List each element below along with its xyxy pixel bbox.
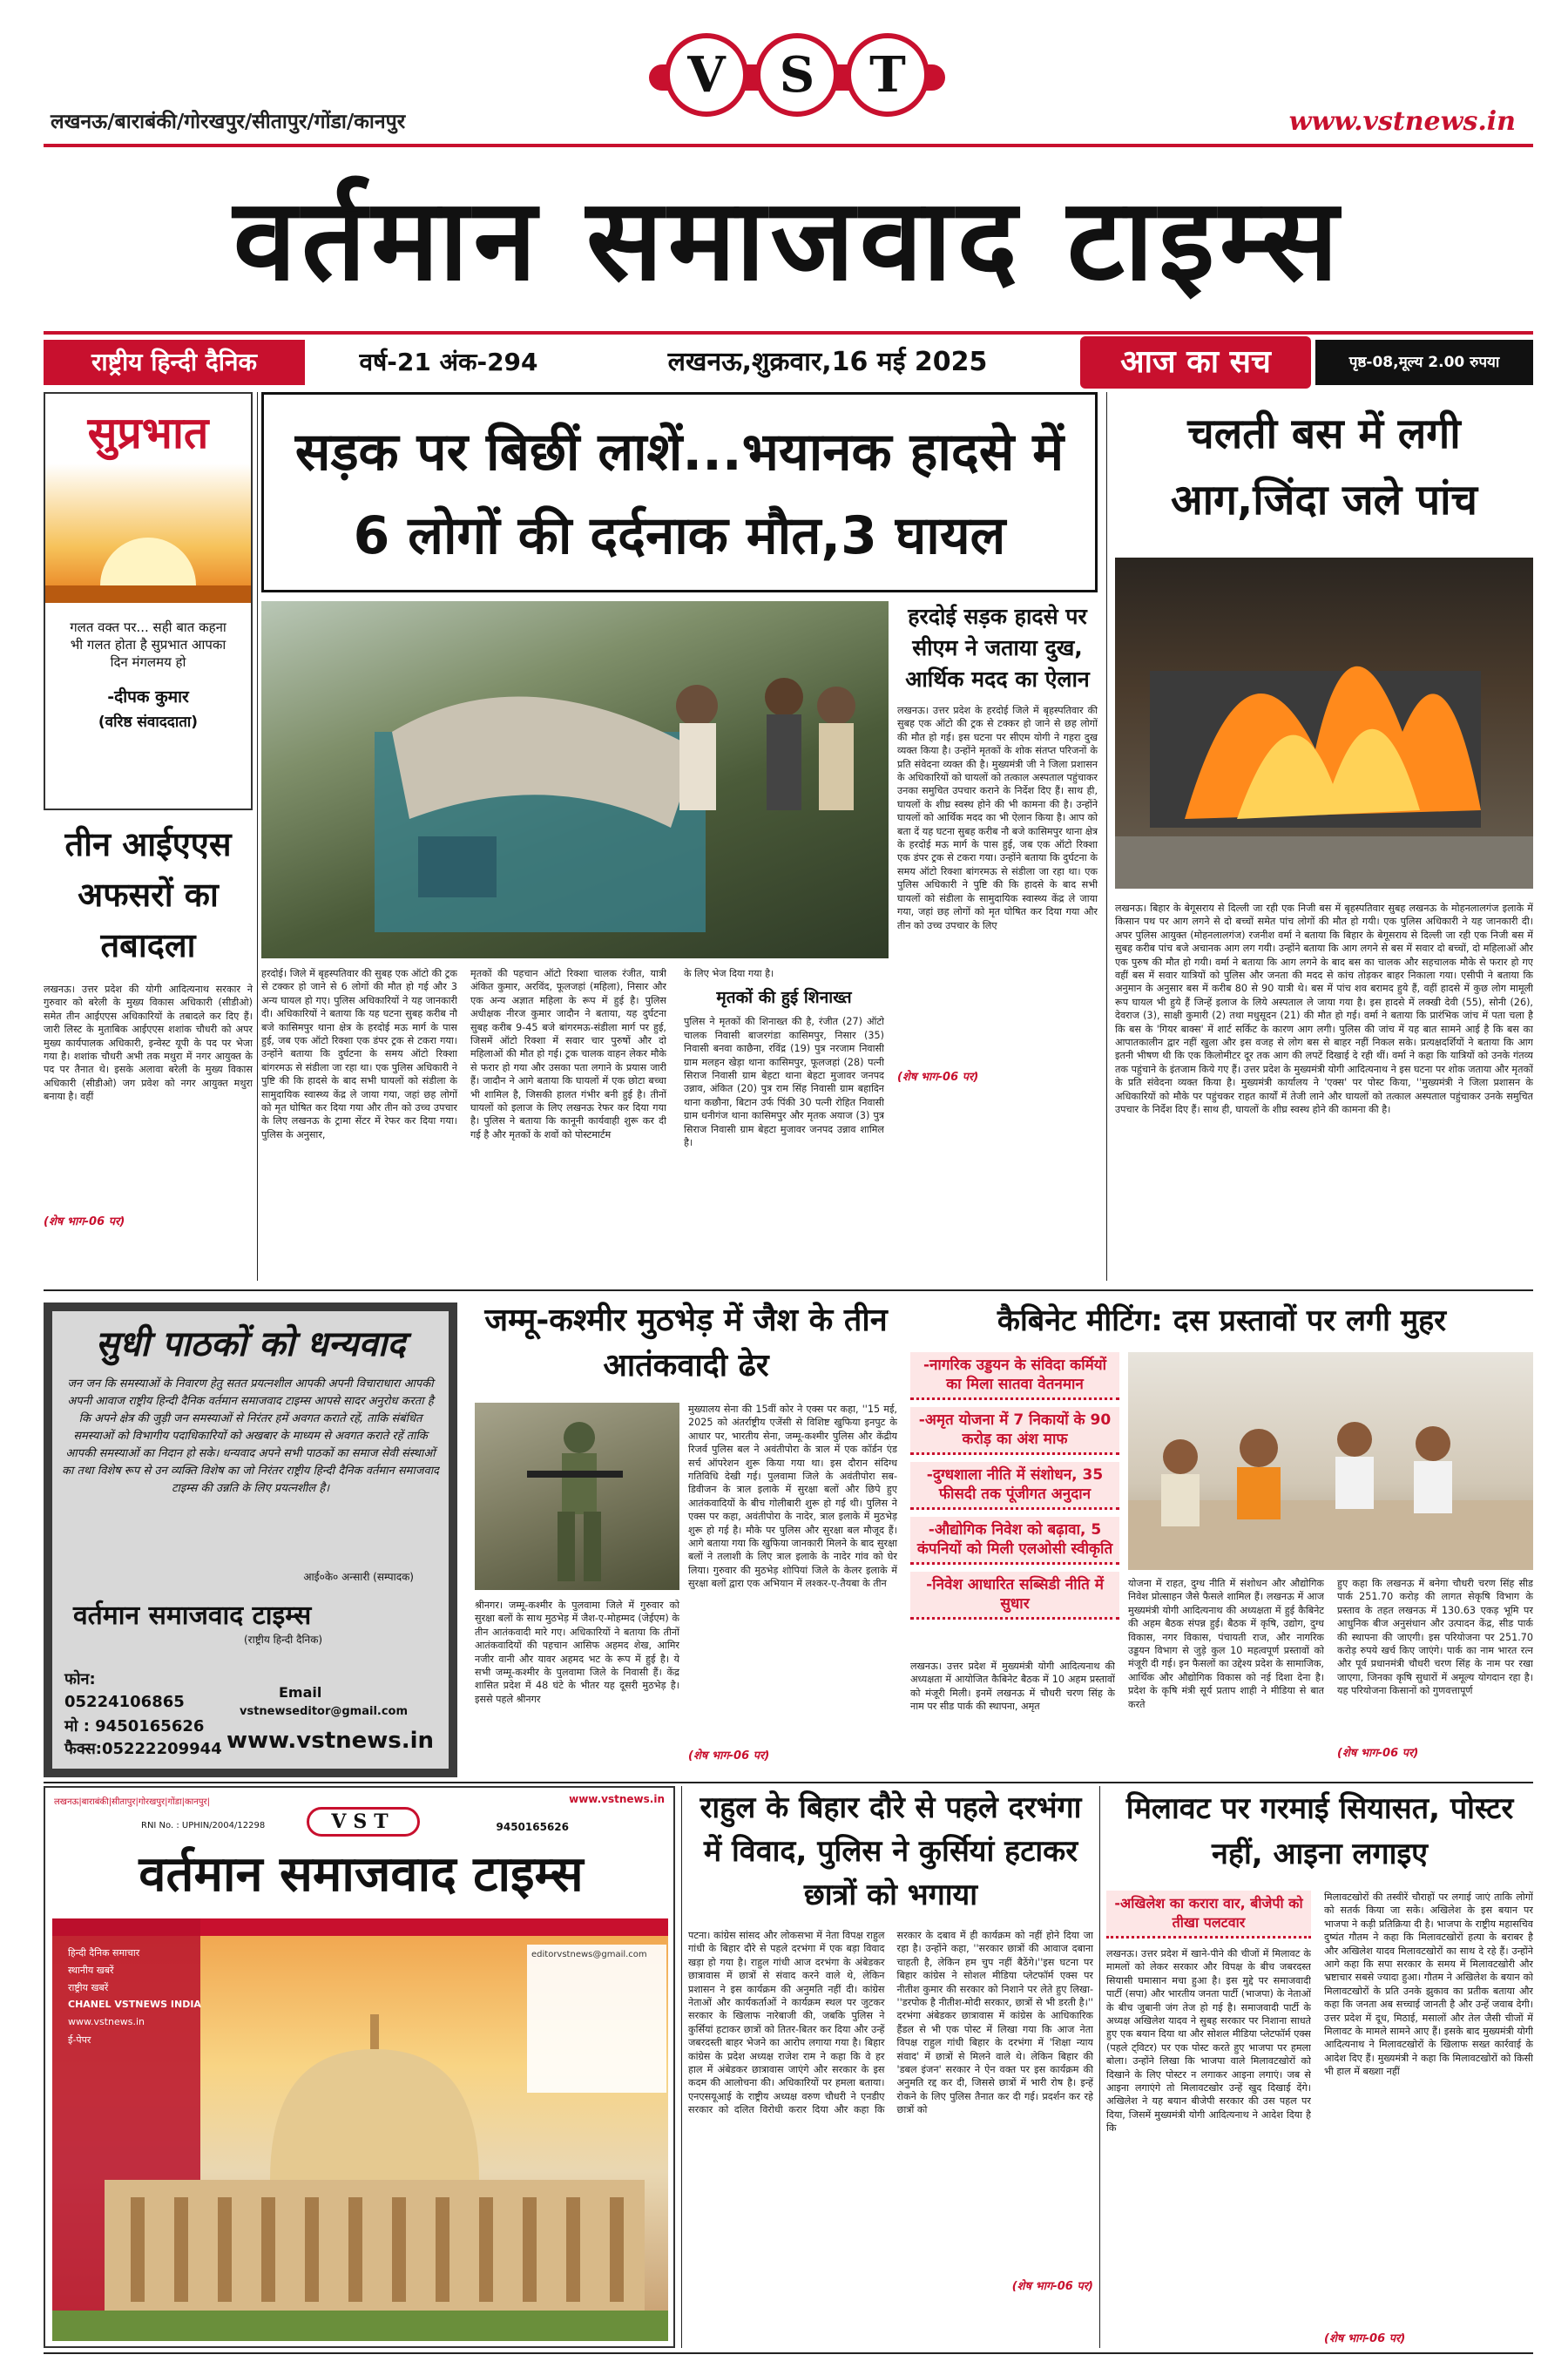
adulteration-continued: (शेष भाग-06 पर) [1324,2332,1406,2345]
hardoi-continued: (शेष भाग-06 पर) [897,1071,979,1084]
cabinet-continued: (शेष भाग-06 पर) [1337,1747,1419,1760]
ias-body: लखनऊ। उत्तर प्रदेश की योगी आदित्यनाथ सरकार ने गुरुवार को बरेली के मुख्य विकास अधिकारी (सीडीओ) समेत तीन आईएएस अधिकारियों के तबादले कर दिए हैं। जारी लिस्ट के मुताबिक आईएएस शशांक चौधरी को अपर मुख्य कार्यपालक अधिकारी, इन्वेस्ट यूपी के पद पर भेजा गया है। शशांक चौधरी अभी तक मथुरा में नगर आयुक्त के पद पर तैनात थे। इसके अलावा बरेली के मुख्य विकास अधिकारी (सीडीओ) जग प्रवेश को नगर आयुक्त मथुरा बनाया है। वहीं [44,984,253,1103]
contact-email[interactable]: vstnewseditor@gmail.com [240,1705,409,1718]
lead-col2: मृतकों की पहचान ऑटो रिक्शा चालक रंजीत, यात्री अंकित कुमार, अरविंद, फूलजहां (महिला), निसार और एक अन्य अज्ञात महिला के रूप में हुई है। पुलिस अधीक्षक नीरज कुमार जादौन ने बताया, यह दुर्घटना सुबह करीब 9-45 बजे बांगरमऊ-संडीला मार्ग पर हुई, जिसमें ऑटो रिक्शा में सवार चार पुरुषों और दो महिलाओं की मौत हो गई। ट्रक चालक वाहन लेकर मौके से फरार हो गया और उसका पता लगाने के प्रयास जारी हैं। जादौन ने आगे बताया कि घायलों में एक छोटा बच्चा भी शामिल है, जिसकी हालत गंभीर बनी हुई है। तीनों घायलों को इलाज के लिए लखनऊ रेफर कर दिया गया है। पुलिस ने बताया कि कानूनी कार्यवाही शुरू कर दी गई है और मृतकों के शवों को पोस्टमार्टम [470,968,666,1140]
ad-left-line: राष्ट्रीय खबरें [68,1982,109,1993]
thanks-paper: वर्तमान समाजवाद टाइम्स [73,1600,312,1631]
lead-headline-box [261,392,1098,592]
tagline-badge: राष्ट्रीय हिन्दी दैनिक [44,340,305,385]
cabinet-headline: कैबिनेट मीटिंग: दस प्रस्तावों पर लगी मुहर [997,1303,1447,1338]
rahul-headline: राहुल के बिहार दौरे से पहले दरभंगा में विवाद, पुलिस ने कुर्सियां हटाकर छात्रों को भगाया [700,1790,1082,1912]
suprabhat-author: -दीपक कुमार [107,687,189,707]
cabinet-point: -निवेश आधारित सब्सिडी नीति में सुधार [910,1572,1119,1620]
cabinet-point: -नागरिक उड्डयन के संविदा कर्मियों का मिला सातवा वेतनमान [910,1352,1119,1400]
masthead [44,26,1533,392]
suprabhat-title: सुप्रभात [87,408,209,458]
jk-col1: श्रीनगर। जम्मू-कश्मीर के पुलवामा जिले में गुरुवार को सुरक्षा बलों के साथ मुठभेड़ में जैश-ए-मोहम्मद (जेईएम) के तीन आतंकवादी मारे गए। अधिकारियों ने बताया कि तीनों आतंकवादियों की पहचान आसिफ अहमद शेख, आमिर नजीर वानी और यावर अहमद भट के रूप में हुई है। ये सभी जम्मू-कश्मीर के पुलवामा जिले के निवासी हैं। केंद्र शासित प्रदेश में 48 घंटे के भीतर यह दूसरी मुठभेड़ है। इससे पहले श्रीनगर [475,1600,679,1705]
contact-fax: फैक्स:05222209944 [64,1740,222,1758]
cabinet-col1: लखनऊ। उत्तर प्रदेश में मुख्यमंत्री योगी आदित्यनाथ की अध्यक्षता में आयोजित कैबिनेट बैठक में 10 अहम प्रस्तावों को मंजूरी मिली। इनमें लखनऊ में चौधरी चरण सिंह के नाम पर सीड पार्क की स्थापना, अमृत [910,1661,1115,1713]
jk-story [475,1298,897,1769]
vidhan-sabha-photo [52,1918,668,2341]
ad-left-line[interactable]: www.vstnews.in [68,2016,145,2027]
jk-col2: मुख्यालय सेना की 15वीं कोर ने एक्स पर कहा, ''15 मई, 2025 को अंतर्राष्ट्रीय एजेंसी से विशिष्ट खुफिया इनपुट के आधार पर, भारतीय सेना, जम्मू-कश्मीर पुलिस और केंद्रीय रिजर्व पुलिस बल ने अवंतीपोरा के त्राल में एक कॉर्डन एंड सर्च ऑपरेशन शुरू किया गया था। इस दौरान संदिग्ध गतिविधि देखी गई। पुलवामा जिले के अवंतीपोरा सब-डिवीजन के त्राल इलाके में सुरक्षा बलों और छिपे हुए आतंकवादियों के बीच गोलीबारी शुरू हो गई थी। पुलिस ने एक्स पर कहा, अवंतीपोरा के नादेर, त्राल इलाके में मुठभेड़ शुरू हो गई है। मौके पर पुलिस और सुरक्षा बल मौजूद हैं। आगे बताया गया कि खुफिया जानकारी मिलने के बाद सुरक्षा बलों ने तलाशी के लिए त्राल इलाके के नादेर गांव को घेर लिया। गुरुवार की मुठभेड़ शोपियां जिले के केलर इलाके में सुरक्षा बलों द्वारा एक अभियान में लश्कर-ए-तैयबा के तीन [688,1404,897,1590]
adulteration-headline: मिलावट पर गरमाई सियासत, पोस्टर नहीं, आइना लगाइए [1125,1791,1514,1871]
ad-left-line: हिन्दी दैनिक समाचार [68,1947,140,1959]
ias-continued: (शेष भाग-06 पर) [44,1215,125,1228]
vst-logo [649,26,945,122]
hardoi-body: लखनऊ। उत्तर प्रदेश के हरदोई जिले में बृहस्पतिवार की सुबह एक ऑटो की ट्रक से टक्कर हो जाने से छह लोगों की मौत हो गई। इस घटना पर सीएम योगी ने गहरा दुख व्यक्त किया है। उन्होंने मृतकों के शोक संतप्त परिजनों के प्रति संवेदना व्यक्त की है। मुख्यमंत्री जी ने जिला प्रशासन के अधिकारियों को घायलों को तत्काल अस्पताल पहुंचाकर उनका समुचित उपचार कराने के निर्देश दिए हैं। साथ ही, घायलों के शीघ्र स्वस्थ होने की भी कामना की है। उन्होंने घायलों को आर्थिक मदद का भी ऐलान किया है। आप को बता दें यह घटना सुबह करीब नौ बजे कासिमपुर थाना क्षेत्र के हरदोई मऊ मार्ग के पास हुई, जब एक ऑटो रिक्शा एक डंपर ट्रक से टकरा गया। उन्होंने बताया कि दुर्घटना के समय ऑटो रिक्शा बांगरमऊ से संडीला जा रहा था। एक पुलिस अधिकारी ने पुष्टि की कि हादसे के बाद सभी घायलों को संडीला के सामुदायिक स्वास्थ्य केंद्र ले जाया गया, जहां छह लोगों को मृत घोषित कर दिया गया और तीन को उच्च उपचार के लिए [897,705,1098,931]
ad-left-line: ई-पेपर [68,2034,91,2046]
newspaper-title: वर्तमान समाजवाद टाइम्स [233,173,1344,306]
thanks-editor: आई०के० अन्सारी (सम्पादक) [303,1571,414,1583]
rahul-body: पटना। कांग्रेस सांसद और लोकसभा में नेता विपक्ष राहुल गांधी के बिहार दौरे से पहले दरभंगा में एक बड़ा विवाद खड़ा हो गया है। राहुल गांधी आज दरभंगा के अंबेडकर छात्रावास में छात्रों से संवाद करने वाले थे, लेकिन प्रशासन ने इस कार्यक्रम की अनुमति नहीं दी। कांग्रेस नेताओं और कार्यकर्ताओं ने कार्यक्रम स्थल पर जुटकर सरकार के खिलाफ नारेबाजी की, जबकि पुलिस ने कुर्सियां हटाकर छात्रों को तितर-बितर कर दिया और उन्हें जबरदस्ती बाहर भेजने का आरोप लगाया गया है। बिहार कांग्रेस के प्रदेश अध्यक्ष राजेश राम ने कहा कि वे हर हाल में अंबेडकर छात्रावास जाएंगे और सरकार के इस कदम की आलोचना की। अधिकारियों पर हमला बताया। एनएसयूआई के राष्ट्रीय अध्यक्ष वरुण चौधरी ने एनडीए सरकार को दलित विरोधी करार दिया और कहा कि सरकार के दबाव में ही कार्यक्रम को नहीं होने दिया जा रहा है। उन्होंने कहा, ''सरकार छात्रों की आवाज दबाना चाहती है, लेकिन हम चुप नहीं बैठेंगे।''इस घटना पर बिहार कांग्रेस ने सोशल मीडिया प्लेटफॉर्म एक्स पर नीतीश कुमार की सरकार को निशाने पर लेते हुए लिखा- ''डरपोक है नीतीश-मोदी सरकार, छात्रों से भी डरती है।'' दरभंगा अंबेडकर छात्रावास में कांग्रेस के आधिकारिक हैंडल से भी एक पोस्ट में लिखा गया कि आज नेता विपक्ष राहुल गांधी बिहार के दरभंगा में 'शिक्षा न्याय संवाद' में छात्रों से मिलने वाले थे। लेकिन बिहार की 'डबल इंजन' सरकार ने ऐन वक्त पर इस कार्यक्रम की अनुमति रद्द कर दी, जिससे छात्रों में भारी रोष है। इन्हें रोकने के लिए पुलिस तैनात कर दी गई। प्रदर्शन कर रहे छात्रों को [688,1930,1093,2116]
adulteration-subhead: -अखिलेश का करारा वार, बीजेपी को तीखा पलटवार [1106,1891,1311,1939]
lead-col3-body: पुलिस ने मृतकों की शिनाख्त की है, रंजीत (27) ऑटो चालक निवासी बाजरगंडा कासिमपुर, निसार (35) निवासी बनवा काछैना, रविंद्र (19) पुत्र नरजाम निवासी ग्राम मलहन खेड़ा थाना कासिमपुर, फूलजहां (28) पत्नी सिराज निवासी ग्राम बेहटा थाना बेहटा मुजावर जनपद उन्नाव, अंकित (20) पुत्र राम सिंह निवासी ग्राम बहादिन थाना कछौना, बिटान उर्फ पिंकी 30 पत्नी रोहित निवासी ग्राम धनीगंज थाना कासिमपुर और मृतक अयाज (3) पुत्र सिराज निवासी ग्राम बेहटा मुजावर जनपद उन्नाव शामिल है। [684,1016,884,1149]
cabinet-point: -औद्योगिक निवेश को बढ़ावा, 5 कंपनियों को मिली एलओसी स्वीकृति [910,1517,1119,1565]
rahul-story [688,1786,1093,2348]
thanks-box [44,1303,457,1777]
thanks-headline: सुधी पाठकों को धन्यवाद [95,1324,406,1364]
logo-letter-v: V [665,33,748,117]
cabinet-col3: हुए कहा कि लखनऊ में बनेगा चौधरी चरण सिंह सीड पार्क 251.70 करोड़ की लागत सेकृषि विभाग के प्रस्ताव के तहत लखनऊ में 130.63 एकड़ भूमि पर आधुनिक बीज अनुसंधान और उत्पादन केंद्र, सीड पार्क की स्थापना की जाएगी। इस परियोजना पर 251.70 करोड़ रुपये खर्च किए जाएंगे। पार्क का नाम भारत रत्न और पूर्व प्रधानमंत्री चौधरी चरण सिंह के नाम पर रखा जाएगा, जिनका कृषि सुधारों में अमूल्य योगदान रहा है। यह परियोजना किसानों को गुणवत्तापूर्ण [1337,1578,1533,1697]
jk-headline: जम्मू-कश्मीर मुठभेड़ में जैश के तीन आतंकवादी ढेर [484,1303,888,1384]
contact-website[interactable]: www.vstnews.in [226,1728,435,1754]
edition-cities: लखनऊ/बाराबंकी/गोरखपुर/सीतापुर/गोंडा/कानपुर [51,111,406,133]
contact-mobile[interactable]: मो : 9450165626 [64,1717,205,1736]
cabinet-point: -दुग्धशाला नीति में संशोधन, 35 फीसदी तक पूंजीगत अनुदान [910,1462,1119,1510]
sunrise-icon [45,463,251,603]
ad-left-line: स्थानीय खबरें [68,1965,114,1976]
lead-col3 [684,967,884,1263]
contact-email-label: Email [279,1684,322,1701]
logo-letter-t: T [846,33,929,117]
accident-photo [261,601,889,958]
dateline: लखनऊ,शुक्रवार,16 मई 2025 [667,347,988,377]
thanks-body: जन जन कि समस्याओं के निवारण हेतु सतत प्रयत्नशील आपकी अपनी विचाराधारा आपकी अपनी आवाज राष्ट्रीय हिन्दी दैनिक वर्तमान समाजवाद टाइम्स आपसे सादर अनुरोध करता है कि अपने क्षेत्र की जुड़ी जन समस्याओं से निरंतर हमें अवगत कराते रहें, ताकि संबंधित समस्याओं को विभागीय पदाधिकारियों को अखबार के माध्यम से अवगत कराते रहें ताकि आपकी समस्याओं का निदान हो सके। धन्यवाद अपने सभी पाठकों का समाज सेवी संस्थाओं का तथा विशेष रूप से उन व्यक्ति विशेष का जो निरंतर राष्ट्रीय हिन्दी दैनिक वर्तमान समाजवाद टाइम्स की उन्नति के लिए प्रयत्नशील है। [62,1377,439,1495]
suprabhat-role: (वरिष्ठ संवाददाता) [98,714,199,731]
adulteration-story [1106,1786,1533,2348]
ad-left-line: CHANEL VSTNEWS INDIA [68,1999,201,2010]
ad-logo: VST [307,1807,420,1837]
hardoi-story [897,601,1098,1228]
ad-tv-email: editorvstnews@gmail.com [531,1950,647,1959]
ad-mobile: 9450165626 [496,1821,569,1833]
ad-title: वर्तमान समाजवाद टाइम्स [139,1846,584,1903]
adulteration-col2: मिलावटखोरों की तस्वीरें चौराहों पर लगाई जाएं ताकि लोगों को सतर्क किया जा सके। अखिलेश के इस बयान पर भाजपा ने कड़ी प्रतिक्रिया दी है। भाजपा के राष्ट्रीय महासचिव दुष्यंत गौतम ने कहा कि मिलावटखोरों हत्या के बराबर है और अखिलेश यादव मिलावटखोरों का साथ दे रहे हैं। उन्होंने आगे कहा कि सपा सरकार के समय में मिलावटखोरी और भ्रष्टाचार सबसे ज्यादा हुआ। गौतम ने अखिलेश के बयान को मिलावटखोरों के प्रति उनके झुकाव का प्रतीक बताया और कहा कि जनता अब सच्चाई जानती है और उन्हें जवाब देगी। उत्तर प्रदेश में दूध, मिठाई, मसालों और तेल जैसी चीजों में मिलावट के मामले सामने आए हैं। इसके बाद मुख्यमंत्री योगी आदित्यनाथ ने मिलावटखोरों के खिलाफ सख्त कार्रवाई के आदेश दिए हैं। मुख्यमंत्री ने कहा कि मिलावटखोरों को किसी भी हाल में बख्शा नहीं [1324,1891,1533,2078]
cabinet-points [910,1352,1119,1620]
issue-number: वर्ष-21 अंक-294 [359,348,538,376]
website-link[interactable]: www.vstnews.in [1288,106,1516,137]
ias-story [44,819,253,1281]
suprabhat-box [44,392,253,810]
lead-col1: हरदोई। जिले में बृहस्पतिवार की सुबह एक ऑटो की ट्रक से टक्कर हो जाने से 6 लोगों की मौत हो गई और 3 अन्य घायल हो गए। पुलिस अधिकारियों ने यह जानकारी दी। अधिकारियों ने बताया कि यह घटना सुबह करीब नौ बजे कासिमपुर थाना क्षेत्र के हरदोई मऊ मार्ग के पास हुई, जब एक ऑटो रिक्शा एक डंपर ट्रक से टकरा गया। उन्होंने बताया कि दुर्घटना के समय ऑटो रिक्शा बांगरमऊ से संडीला जा रहा था। एक पुलिस अधिकारी ने पुष्टि की कि हादसे के बाद सभी घायलों को संडीला के सामुदायिक स्वास्थ्य केंद्र ले जाया गया, जहां छह लोगों को मृत घोषित कर दिया गया और तीन को उच्च उपचार के लिए लखनऊ के ट्रामा सेंटर में रेफर कर दिया गया। पुलिस के अनुसार, [261,968,457,1140]
bus-headline: चलती बस में लगी आग,जिंदा जले पांच [1170,409,1478,524]
rahul-continued: (शेष भाग-06 पर) [1011,2280,1093,2293]
cabinet-story [910,1298,1533,1769]
jk-continued: (शेष भाग-06 पर) [688,1749,770,1763]
cabinet-meeting-photo [1128,1352,1533,1570]
bus-story [1115,392,1533,1263]
slogan-badge: आज का सच [1080,336,1311,389]
bus-fire-photo [1115,558,1533,889]
cabinet-point: -अमृत योजना में 7 निकायों के 90 करोड़ का अंश माफ [910,1407,1119,1455]
contact-phone-label: फोन: [64,1670,96,1688]
ad-website[interactable]: www.vstnews.in [569,1793,665,1805]
ias-headline: तीन आईएएस अफसरों का तबादला [64,825,232,964]
logo-letter-s: S [755,33,839,117]
adulteration-col1: लखनऊ। उत्तर प्रदेश में खाने-पीने की चीजों में मिलावट के मामलों को लेकर सरकार और विपक्ष के बीच जबरदस्त सियासी घमासान मचा हुआ है। इस मुद्दे पर समाजवादी पार्टी (सपा) और भारतीय जनता पार्टी (भाजपा) के नेताओं के बीच जुबानी जंग तेज हो गई है। समाजवादी पार्टी के अध्यक्ष अखिलेश यादव ने सुबह सरकार पर निशाना साधते हुए एक बयान दिया था और सोशल मीडिया प्लेटफॉर्म एक्स (पहले ट्विटर) पर एक पोस्ट करते हुए भाजपा पर हमला बोला। उन्होंने लिखा कि भाजपा वाले मिलावटखोरों को दिखाने के लिए पोस्टर न लगाकर आइना लगाएं। जब से आइना लगाएंगे तो मिलावटखोर उन्हें खुद दिखाई देंगे। अखिलेश ने यह बयान बीजेपी सरकार की उस पहल पर दिया, जिसमें मुख्यमंत्री योगी आदित्यनाथ ने आदेश दिया है कि [1106,1948,1311,2135]
ad-cities: लखनऊ|बाराबंकी|सीतापुर|गोरखपुर|गोंडा|कानपुर| [54,1797,210,1807]
soldier-photo [475,1403,679,1590]
thanks-paper-sub: (राष्ट्रीय हिन्दी दैनिक) [244,1634,323,1646]
page-price: पृष्ठ-08,मूल्य 2.00 रुपया [1315,340,1533,385]
lead-subhead: मृतकों की हुई शिनाख्त [716,988,852,1008]
advertisement [44,1786,675,2348]
hardoi-headline: हरदोई सड़क हादसे पर सीएम ने जताया दुख, आर्थिक मदद का ऐलान [905,604,1090,692]
ad-rni: RNI No. : UPHIN/2004/12298 [141,1821,266,1830]
cabinet-col2: योजना में राहत, दुग्ध नीति में संशोधन और औद्योगिक निवेश प्रोत्साहन जैसे फैसले शामिल हैं। लखनऊ में आज मुख्यमंत्री योगी आदित्यनाथ की अध्यक्षता में हुई कैबिनेट की अहम बैठक संपन्न हुई। बैठक में कृषि, उद्योग, दुग्ध विकास, नगर विकास, पंचायती राज, और नागरिक उड्डयन विभाग से जुड़े कुल 10 महत्वपूर्ण प्रस्तावों को मंजूरी दी गई। इन फैसलों का उद्देश्य प्रदेश के सामाजिक, आर्थिक और औद्योगिक विकास को नई दिशा देना है।प्रदेश के कृषि मंत्री सूर्य प्रताप शाही ने मीडिया से बात करते [1128,1578,1324,1710]
contact-phone[interactable]: 05224106865 [64,1693,185,1711]
bus-body: लखनऊ। बिहार के बेगूसराय से दिल्ली जा रही एक निजी बस में बृहस्पतिवार सुबह लखनऊ के मोहनलालगंज इलाके में किसान पथ पर आग लगने से दो बच्चों समेत पांच लोगों की मौत हो गयी। एक पुलिस अधिकारी ने यह जानकारी दी। अपर पुलिस आयुक्त (मोहनलालगंज) रजनीश वर्मा ने बताया कि बिहार के बेगूसराय से दिल्ली जा रही एक निजी बस में सुबह करीब पांच बजे अचानक आग लग गयी। उन्होंने बताया कि आग लगने से बस में सवार दो बच्चों, दो महिलाओं और एक पुरुष की मौत हो गयी। वर्मा ने बताया कि आग लगने के बाद बस का चालक और सहचालक मौके से फरार हो गए वहीं बस में सवार यात्रियों को पुलिस और जनता की मदद से कांच तोड़कर बाहर निकाला गया। एसीपी ने बताया कि अनुमान के अनुसार बस में करीब 80 से 90 यात्री थे। बस में पांच शव बरामद हुये हैं, वहीं हादसे में कुछ लोग मामूली रूप घायल भी हुये हैं जिन्हें इलाज के लिये अस्पताल ले जाया गया है। इस हादसे में लक्खी देवी (55), सोनी (26), देवराज (3), साक्षी कुमारी (2) तथा मधुसूदन (21) की मौत हो गई। वर्मा ने बताया कि प्रारंभिक जांच में पता चला है कि बस के 'गियर बाक्स' में शार्ट सर्किट के कारण आग लगी। पुलिस की जांच में यह बात सामने आई है कि बस का आपातकालीन द्वार नहीं खुला और इस वजह से लोग बस से बाहर नहीं निकल सके। प्रत्यक्षदर्शियों ने बताया कि आग इतनी भीषण थी कि एक किलोमीटर दूर तक आग की लपटें दिखाई दे रही थीं। वर्मा ने कहा कि यात्रियों को उनके गंतव्य तक पहुंचाने के इंतजाम किये गए हैं। उत्तर प्रदेश के मुख्यमंत्री योगी आदित्यनाथ ने इस घटना पर शोक जताया और मृतकों के प्रति संवेदना व्यक्त किया है। मुख्यमंत्री कार्यालय ने 'एक्स' पर पोस्ट किया, ''मुख्यमंत्री ने जिला प्रशासन के अधिकारियों को मौके पर पहुंचकर राहत कार्यों में तेजी लाने और घायलों को तत्काल अस्पताल पहुंचाकर उनके समुचित उपचार के निर्देश दिए हैं। साथ ही, घायलों के शीघ्र स्वस्थ होने की कामना की है। [1115,903,1533,1116]
lead-headline: सड़क पर बिछीं लाशें...भयानक हादसे में 6 लोगों की दर्दनाक मौत,3 घायल [294,422,1064,566]
suprabhat-quote: गलत वक्त पर... सही बात कहना भी गलत होता है सुप्रभात आपका दिन मंगलमय हो [70,619,226,670]
lead-col3-top: के लिए भेज दिया गया है। [684,968,774,979]
